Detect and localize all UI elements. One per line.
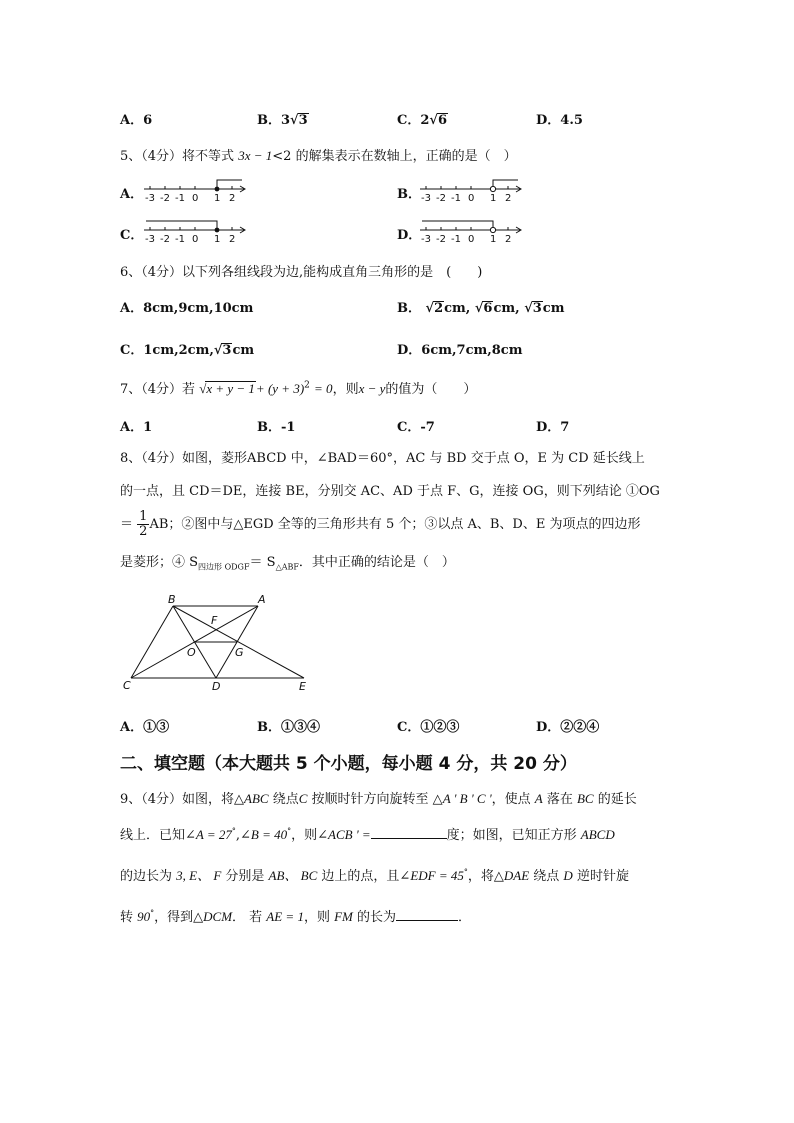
- point-label-o: O: [187, 646, 196, 659]
- q6-option-d: D．6cm,7cm,8cm: [397, 343, 523, 358]
- q8-line-3: ＝ $\frac{1}{2}$ AB；②图中与△EGD 全等的三角形共有 5 个；③以点 A、B、D、E 为项点的四边形: [120, 509, 641, 539]
- q5-label-c: C．: [120, 228, 144, 243]
- q7-stem: 7、（4分）若 $√x + y - 1+ (y + 3)^2 = 0$，则x − y的值为（ ）: [120, 380, 477, 397]
- section-heading: 二、填空题（本大题共 5 个小题，每小题 4 分，共 20 分）: [120, 754, 577, 774]
- q8-line-2: 的一点，且 CD＝DE，连接 BE，分别交 AC、AD 于点 F、G，连接 OG，则下列结论 ①OG: [120, 484, 660, 499]
- q7-option-d: D．7: [536, 420, 570, 435]
- tick-label: -2: [160, 193, 170, 204]
- tick-label: -1: [451, 234, 461, 245]
- q5-numberline-d: [418, 217, 528, 245]
- point-label-f: F: [211, 614, 218, 627]
- tick-label: -1: [175, 234, 185, 245]
- tick-label: 2: [229, 234, 236, 245]
- answer-blank-1[interactable]: [371, 838, 447, 839]
- q8-line-4: 是菱形；④ $S_{四边形 ODGF}= S_{\triangle ABF}$．其中正确的结论是（ ）: [120, 555, 455, 572]
- point-label-g: G: [235, 646, 244, 659]
- q8-rhombus-figure: [118, 590, 318, 695]
- fraction-one-half: $\frac{1}{2}$: [139, 509, 148, 539]
- tick-label: -1: [451, 193, 461, 204]
- q6-option-a: A．8cm,9cm,10cm: [120, 301, 254, 316]
- point-label-c: C: [123, 679, 131, 692]
- q8-option-d: D．②②④: [536, 720, 600, 735]
- point-label-e: E: [299, 680, 306, 693]
- tick-label: -3: [145, 234, 155, 245]
- tick-label: 2: [505, 234, 512, 245]
- tick-label: 1: [490, 193, 497, 204]
- q8-option-b: B．①③④: [257, 720, 321, 735]
- answer-blank-2[interactable]: [396, 920, 458, 921]
- q5-label-a: A．: [120, 187, 144, 202]
- q7-option-a: A．1: [120, 420, 153, 435]
- q5-stem: 5、（4分）将不等式 3x − 1<2 的解集表示在数轴上，正确的是（ ）: [120, 148, 517, 164]
- tick-label: 0: [468, 193, 475, 204]
- q4-option-d: D．4.5: [536, 113, 583, 128]
- tick-label: -1: [175, 193, 185, 204]
- tick-label: 1: [490, 234, 497, 245]
- tick-label: -3: [421, 193, 431, 204]
- q8-option-c: C．①②③: [397, 720, 460, 735]
- tick-label: -2: [436, 193, 446, 204]
- q7-option-c: C．-7: [397, 420, 435, 435]
- point-label-d: D: [212, 680, 221, 693]
- q5-numberline-c: [142, 217, 252, 245]
- tick-label: -2: [436, 234, 446, 245]
- point-label-b: B: [168, 593, 176, 606]
- tick-label: 0: [192, 234, 199, 245]
- tick-label: 2: [505, 193, 512, 204]
- tick-label: 1: [214, 193, 221, 204]
- q5-label-d: D．: [397, 228, 422, 243]
- q9-line-3: 的边长为 3, E、 F 分别是 AB、 BC 边上的点，且∠EDF = 45°，将△DAE 绕点 D 逆时针旋: [120, 867, 629, 884]
- q8-option-a: A．①③: [120, 720, 170, 735]
- tick-label: 1: [214, 234, 221, 245]
- q5-label-b: B．: [397, 187, 421, 202]
- q4-option-a: A．6: [120, 113, 153, 128]
- q9-line-1: 9、（4分）如图，将△ABC 绕点C 按顺时针方向旋转至 △A ' B ' C '，使点 A 落在 BC 的延长: [120, 791, 637, 807]
- q6-option-b: B． √2cm, √6cm, √3cm: [397, 301, 565, 316]
- q4-option-c: C．2√6: [397, 113, 447, 128]
- q6-stem: 6、（4分）以下列各组线段为边,能构成直角三角形的是 ( ): [120, 265, 483, 280]
- q5-numberline-b: [418, 176, 528, 204]
- q7-option-b: B．-1: [257, 420, 296, 435]
- tick-label: -3: [421, 234, 431, 245]
- q5-numberline-a: [142, 176, 252, 204]
- q9-line-2: 线上．已知∠A = 27°,∠B = 40°，则∠ACB ' = 度；如图，已知正方形 ABCD: [120, 826, 615, 843]
- tick-label: 2: [229, 193, 236, 204]
- q8-line-1: 8、（4分）如图，菱形ABCD 中，∠BAD＝60°，AC 与 BD 交于点 O，E 为 CD 延长线上: [120, 451, 645, 466]
- q4-option-b: B．3√3: [257, 113, 308, 128]
- tick-label: 0: [192, 193, 199, 204]
- point-label-a: A: [258, 593, 266, 606]
- tick-label: -2: [160, 234, 170, 245]
- q6-option-c: C．1cm,2cm,√3cm: [120, 343, 255, 358]
- q9-line-4: 转 90°，得到△DCM． 若 AE = 1，则 FM 的长为 ．: [120, 908, 472, 925]
- tick-label: -3: [145, 193, 155, 204]
- tick-label: 0: [468, 234, 475, 245]
